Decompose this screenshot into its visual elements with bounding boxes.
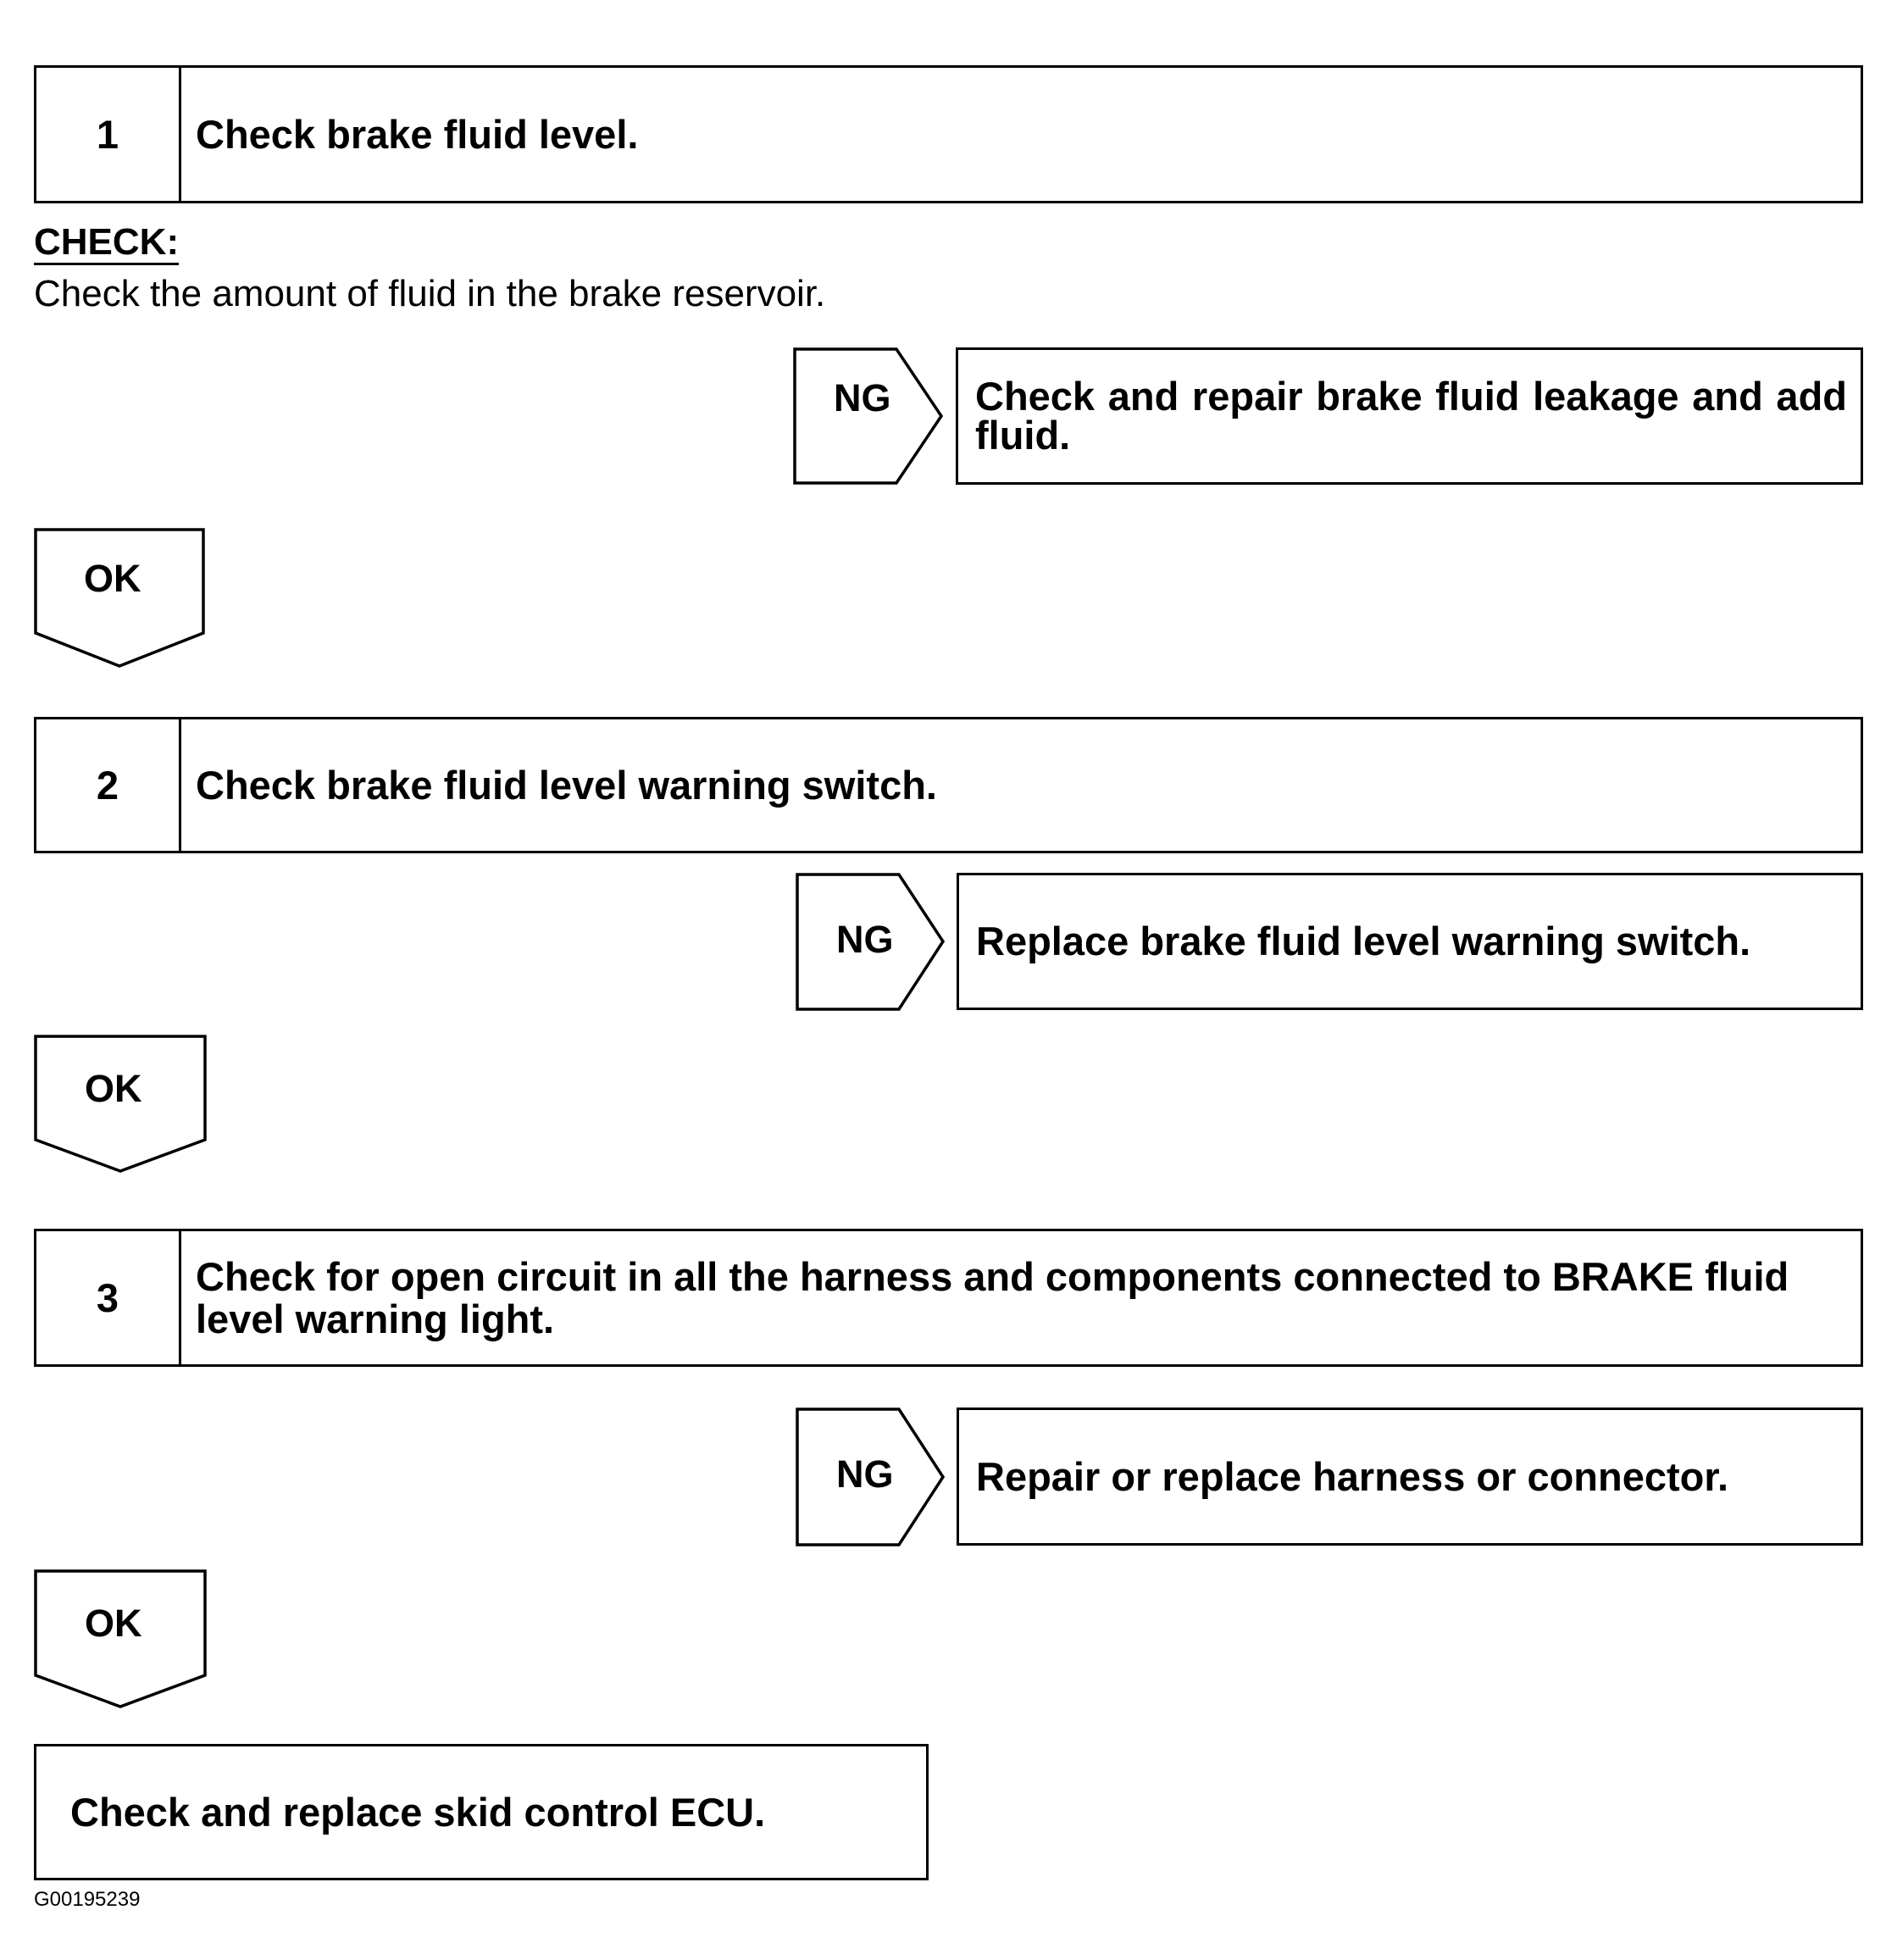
ok-arrow — [34, 1035, 208, 1174]
ng-arrow — [793, 347, 946, 485]
ok-label: OK — [85, 1602, 142, 1645]
ng-label: NG — [834, 376, 891, 419]
ng-arrow — [796, 1408, 946, 1546]
figure-id: G00195239 — [34, 1888, 141, 1911]
step-2-box — [34, 717, 1863, 853]
step-number: 1 — [36, 68, 181, 201]
step-1-box — [34, 65, 1863, 203]
ng-label: NG — [836, 918, 894, 961]
ng-action-box — [957, 873, 1863, 1010]
ng-action-text: Repair or replace harness or connector. — [976, 1453, 1729, 1499]
final-action-text: Check and replace skid control ECU. — [70, 1789, 766, 1835]
final-action-box — [34, 1744, 929, 1880]
ng-action-box — [957, 1408, 1863, 1546]
ok-arrow — [34, 1569, 208, 1709]
ng-action-text: Replace brake fluid level warning switch. — [976, 919, 1751, 963]
ng-label: NG — [836, 1452, 894, 1496]
step-text: Check brake fluid level. — [196, 111, 639, 157]
ok-label: OK — [84, 557, 141, 600]
ng-arrow — [796, 873, 946, 1011]
step-number: 2 — [36, 719, 181, 851]
step-text: Check brake fluid level warning switch. — [196, 762, 937, 808]
check-label: CHECK: — [34, 222, 179, 265]
check-text: Check the amount of fluid in the brake reservoir. — [34, 273, 826, 314]
step-number: 3 — [36, 1231, 181, 1364]
ng-action-box — [956, 347, 1863, 485]
ok-label: OK — [85, 1067, 142, 1110]
step-3-box — [34, 1229, 1863, 1367]
step-text: Check for open circuit in all the harness and components connected to BRAKE fluid level warning light. — [196, 1253, 1789, 1341]
ok-arrow — [34, 528, 207, 669]
ng-action-text: Check and repair brake fluid leakage and add fluid. — [975, 374, 1847, 458]
